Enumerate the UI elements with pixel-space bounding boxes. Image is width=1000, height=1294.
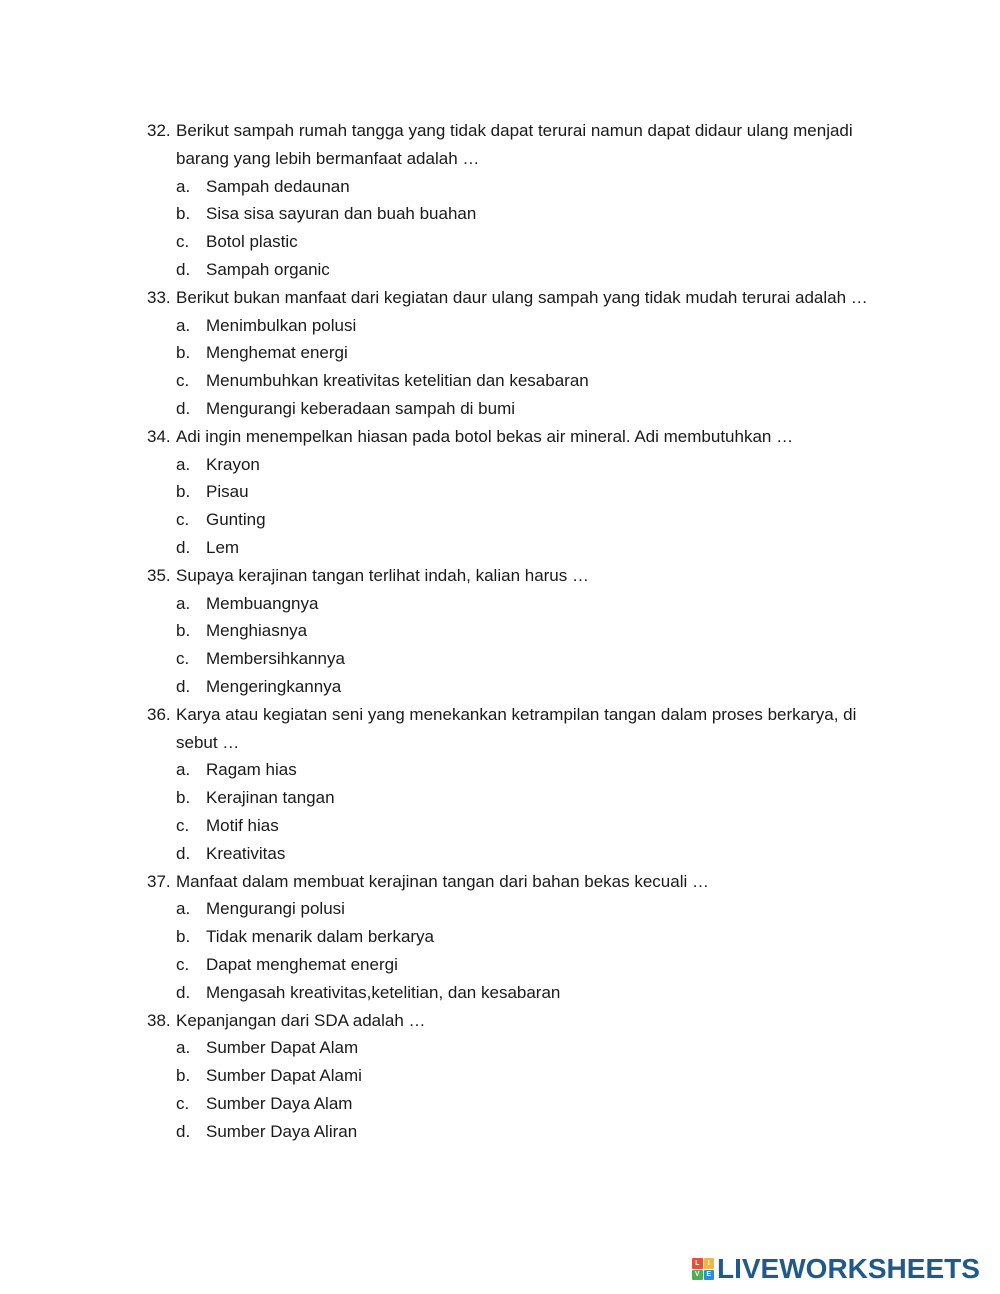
question-number: 34.	[147, 426, 171, 446]
option-text: Menghemat energi	[206, 343, 348, 363]
question-number: 33.	[147, 287, 171, 307]
logo-tile-v: V	[692, 1270, 703, 1281]
option-letter: c.	[176, 232, 190, 252]
option-b[interactable]	[147, 200, 887, 228]
option-list	[147, 756, 887, 867]
option-letter: a.	[176, 454, 191, 474]
option-text: Sumber Daya Aliran	[206, 1121, 358, 1141]
option-b[interactable]	[147, 1062, 887, 1090]
question-36	[147, 701, 887, 868]
option-a[interactable]	[147, 173, 887, 201]
option-letter: b.	[176, 482, 191, 502]
option-text: Sumber Daya Alam	[206, 1093, 353, 1113]
option-text: Lem	[206, 537, 240, 557]
option-c[interactable]	[147, 228, 887, 256]
question-text: Karya atau kegiatan seni yang menekankan ketrampilan tangan dalam proses berkarya, di sebut …	[176, 704, 857, 752]
option-c[interactable]	[147, 1090, 887, 1118]
question-32	[147, 117, 887, 284]
option-list	[147, 1034, 887, 1145]
option-letter: d.	[176, 259, 191, 279]
option-d[interactable]	[147, 840, 887, 868]
option-text: Mengasah kreativitas,ketelitian, dan kesabaran	[206, 982, 561, 1002]
option-text: Membersihkannya	[206, 649, 345, 669]
option-b[interactable]	[147, 478, 887, 506]
question-number: 37.	[147, 871, 171, 891]
question-text: Manfaat dalam membuat kerajinan tangan dari bahan bekas kecuali …	[176, 871, 709, 891]
option-text: Menghiasnya	[206, 621, 308, 641]
option-text: Mengurangi polusi	[206, 899, 345, 919]
option-letter: b.	[176, 927, 191, 947]
option-list	[147, 451, 887, 562]
option-a[interactable]	[147, 451, 887, 479]
option-text: Mengeringkannya	[206, 676, 342, 696]
option-text: Pisau	[206, 482, 249, 502]
option-text: Ragam hias	[206, 760, 297, 780]
option-text: Mengurangi keberadaan sampah di bumi	[206, 398, 516, 418]
option-text: Sampah organic	[206, 259, 330, 279]
question-text: Berikut sampah rumah tangga yang tidak dapat terurai namun dapat didaur ulang menjadi barang yang lebih bermanfaat adalah …	[176, 121, 853, 168]
option-letter: a.	[176, 760, 191, 780]
option-d[interactable]	[147, 673, 887, 701]
option-letter: d.	[176, 398, 191, 418]
question-33	[147, 284, 887, 423]
option-text: Kerajinan tangan	[206, 788, 335, 808]
question-text: Kepanjangan dari SDA adalah …	[176, 1010, 426, 1030]
option-letter: c.	[176, 649, 190, 669]
option-letter: d.	[176, 982, 191, 1002]
logo-tile-e: E	[704, 1270, 715, 1281]
option-b[interactable]	[147, 339, 887, 367]
option-text: Tidak menarik dalam berkarya	[206, 927, 435, 947]
option-list	[147, 590, 887, 701]
option-text: Krayon	[206, 454, 260, 474]
option-d[interactable]	[147, 979, 887, 1007]
option-letter: d.	[176, 676, 191, 696]
option-letter: c.	[176, 954, 190, 974]
question-number: 35.	[147, 565, 171, 585]
option-letter: a.	[176, 176, 191, 196]
option-c[interactable]	[147, 645, 887, 673]
option-c[interactable]	[147, 812, 887, 840]
option-text: Sumber Dapat Alami	[206, 1066, 362, 1086]
option-letter: a.	[176, 899, 191, 919]
option-d[interactable]	[147, 256, 887, 284]
option-list	[147, 312, 887, 423]
question-38	[147, 1007, 887, 1146]
option-list	[147, 173, 887, 284]
option-letter: a.	[176, 315, 191, 335]
option-text: Kreativitas	[206, 843, 286, 863]
option-letter: c.	[176, 1093, 190, 1113]
worksheet	[147, 117, 887, 1145]
option-letter: b.	[176, 1066, 191, 1086]
question-35	[147, 562, 887, 701]
option-letter: d.	[176, 537, 191, 557]
option-letter: b.	[176, 343, 191, 363]
option-d[interactable]	[147, 534, 887, 562]
question-37	[147, 868, 887, 1007]
option-b[interactable]	[147, 784, 887, 812]
question-number: 38.	[147, 1010, 171, 1030]
option-list	[147, 895, 887, 1006]
liveworksheets-logo[interactable]	[692, 1254, 980, 1284]
option-letter: a.	[176, 1038, 191, 1058]
option-text: Dapat menghemat energi	[206, 954, 398, 974]
option-text: Motif hias	[206, 815, 279, 835]
option-letter: d.	[176, 1121, 191, 1141]
option-text: Menumbuhkan kreativitas ketelitian dan kesabaran	[206, 371, 589, 391]
option-b[interactable]	[147, 923, 887, 951]
option-letter: d.	[176, 843, 191, 863]
option-text: Sumber Dapat Alam	[206, 1038, 359, 1058]
option-c[interactable]	[147, 506, 887, 534]
option-text: Sisa sisa sayuran dan buah buahan	[206, 204, 477, 224]
question-number: 36.	[147, 704, 171, 724]
option-a[interactable]	[147, 312, 887, 340]
option-letter: b.	[176, 788, 191, 808]
logo-tile-i: I	[704, 1258, 715, 1269]
question-number: 32.	[147, 121, 171, 140]
option-a[interactable]	[147, 1034, 887, 1062]
option-a[interactable]	[147, 895, 887, 923]
option-letter: c.	[176, 371, 190, 391]
logo-text: LIVEWORKSHEETS	[717, 1253, 980, 1284]
logo-tile-l: L	[692, 1258, 703, 1269]
option-b[interactable]	[147, 617, 887, 645]
liveworksheets-logo-icon	[692, 1258, 714, 1280]
option-c[interactable]	[147, 367, 887, 395]
option-d[interactable]	[147, 1118, 887, 1146]
option-text: Sampah dedaunan	[206, 176, 350, 196]
option-a[interactable]	[147, 756, 887, 784]
option-d[interactable]	[147, 395, 887, 423]
option-letter: b.	[176, 204, 191, 224]
question-text: Supaya kerajinan tangan terlihat indah, kalian harus …	[176, 565, 589, 585]
question-text: Adi ingin menempelkan hiasan pada botol bekas air mineral. Adi membutuhkan …	[176, 426, 794, 446]
option-text: Gunting	[206, 510, 266, 530]
option-text: Menimbulkan polusi	[206, 315, 357, 335]
option-text: Botol plastic	[206, 232, 298, 252]
question-text: Berikut bukan manfaat dari kegiatan daur ulang sampah yang tidak mudah terurai adalah …	[176, 287, 868, 307]
option-letter: a.	[176, 593, 191, 613]
option-letter: c.	[176, 510, 190, 530]
option-c[interactable]	[147, 951, 887, 979]
option-letter: b.	[176, 621, 191, 641]
option-a[interactable]	[147, 590, 887, 618]
question-34	[147, 423, 887, 562]
option-letter: c.	[176, 815, 190, 835]
option-text: Membuangnya	[206, 593, 319, 613]
